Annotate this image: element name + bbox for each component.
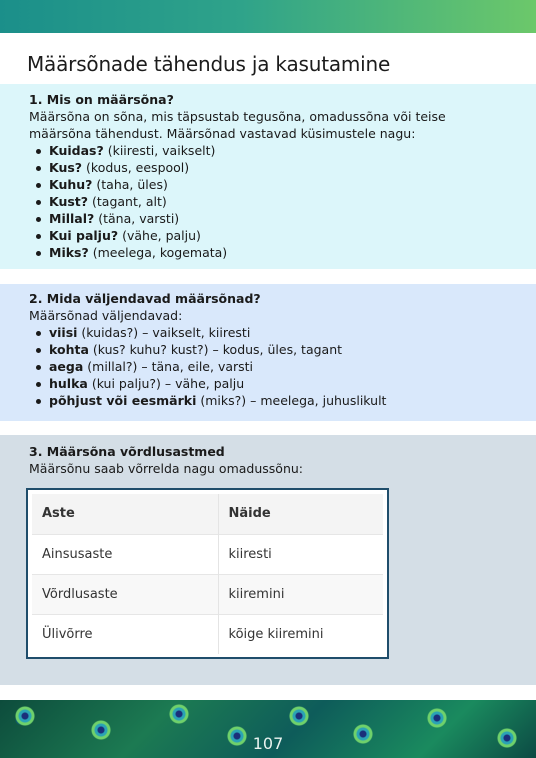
list-item <box>35 210 507 227</box>
peacock-feather-footer-image <box>0 700 536 758</box>
table-header-cell: Aste <box>32 494 218 534</box>
list-item <box>35 159 507 176</box>
table-header-row <box>32 494 383 534</box>
comparison-table-frame <box>26 488 389 659</box>
table-cell: Ainsusaste <box>32 534 218 574</box>
list-item-rest: (kui palju?) – vähe, palju <box>87 376 245 391</box>
list-item-rest: (vähe, palju) <box>118 228 201 243</box>
list-item-term: põhjust või eesmärki <box>49 393 197 408</box>
table-cell: Ülivõrre <box>32 614 218 654</box>
table-cell: kõige kiiremini <box>228 626 324 642</box>
list-item-rest: (kus? kuhu? kust?) – kodus, üles, tagant <box>88 342 343 357</box>
list-item-term: Kus? <box>49 160 83 175</box>
list-item-term: Kuidas? <box>49 143 104 158</box>
list-item <box>35 392 507 409</box>
list-item <box>35 341 507 358</box>
section2-text: Määrsõnad väljendavad: <box>29 308 183 323</box>
list-item-rest: (kuidas?) – vaikselt, kiiresti <box>77 325 251 340</box>
question-list <box>29 142 507 261</box>
list-item-term: kohta <box>49 342 89 357</box>
list-item <box>35 227 507 244</box>
page-title: Määrsõnade tähendus ja kasutamine <box>27 52 391 76</box>
comparison-table <box>32 494 383 654</box>
table-cell: Võrdlusaste <box>32 574 218 614</box>
section-what-adverbs-express <box>0 284 536 421</box>
section3-heading: 3. Määrsõna võrdlusastmed <box>29 444 225 459</box>
list-item-term: aega <box>49 359 84 374</box>
list-item-rest: (taha, üles) <box>92 177 168 192</box>
feather-eye <box>166 704 192 724</box>
list-item-rest: (meelega, kogemata) <box>88 245 228 260</box>
table-cell: kiiresti <box>228 546 272 562</box>
table-header-cell: Näide <box>228 506 271 522</box>
list-item-term: Kui palju? <box>49 228 119 243</box>
list-item-term: Miks? <box>49 245 89 260</box>
list-item <box>35 176 507 193</box>
list-item <box>35 244 507 261</box>
list-item-term: Kust? <box>49 194 89 209</box>
list-item-term: Kuhu? <box>49 177 93 192</box>
list-item-rest: (tagant, alt) <box>88 194 167 209</box>
list-item <box>35 358 507 375</box>
list-item <box>35 193 507 210</box>
feather-eye <box>286 706 312 726</box>
table-row <box>32 614 383 654</box>
list-item-term: Millal? <box>49 211 95 226</box>
section3-text: Määrsõnu saab võrrelda nagu omadussõnu: <box>29 461 304 476</box>
section-what-is-adverb <box>0 84 536 269</box>
list-item-rest: (kiiresti, vaikselt) <box>103 143 216 158</box>
table-row <box>32 574 383 614</box>
list-item-term: hulka <box>49 376 88 391</box>
top-gradient-banner <box>0 0 536 33</box>
section1-text: Määrsõna on sõna, mis täpsustab tegusõna, omadussõna või teise määrsõna tähendust. Määrsõnad vastavad küsimustele nagu: <box>29 109 446 141</box>
feather-eye <box>12 706 38 726</box>
table-row <box>32 534 383 574</box>
list-item <box>35 324 507 341</box>
feather-eye <box>424 708 450 728</box>
list-item <box>35 142 507 159</box>
page-number: 107 <box>252 734 284 753</box>
list-item <box>35 375 507 392</box>
section2-heading: 2. Mida väljendavad määrsõnad? <box>29 291 261 306</box>
table-cell: kiiremini <box>228 586 285 602</box>
list-item-term: viisi <box>49 325 78 340</box>
list-item-rest: (millal?) – täna, eile, varsti <box>83 359 254 374</box>
section-comparison-degrees <box>0 435 536 685</box>
meaning-list <box>29 324 507 409</box>
list-item-rest: (täna, varsti) <box>94 211 180 226</box>
list-item-rest: (kodus, eespool) <box>82 160 190 175</box>
list-item-rest: (miks?) – meelega, juhuslikult <box>196 393 387 408</box>
section1-heading: 1. Mis on määrsõna? <box>29 92 174 107</box>
